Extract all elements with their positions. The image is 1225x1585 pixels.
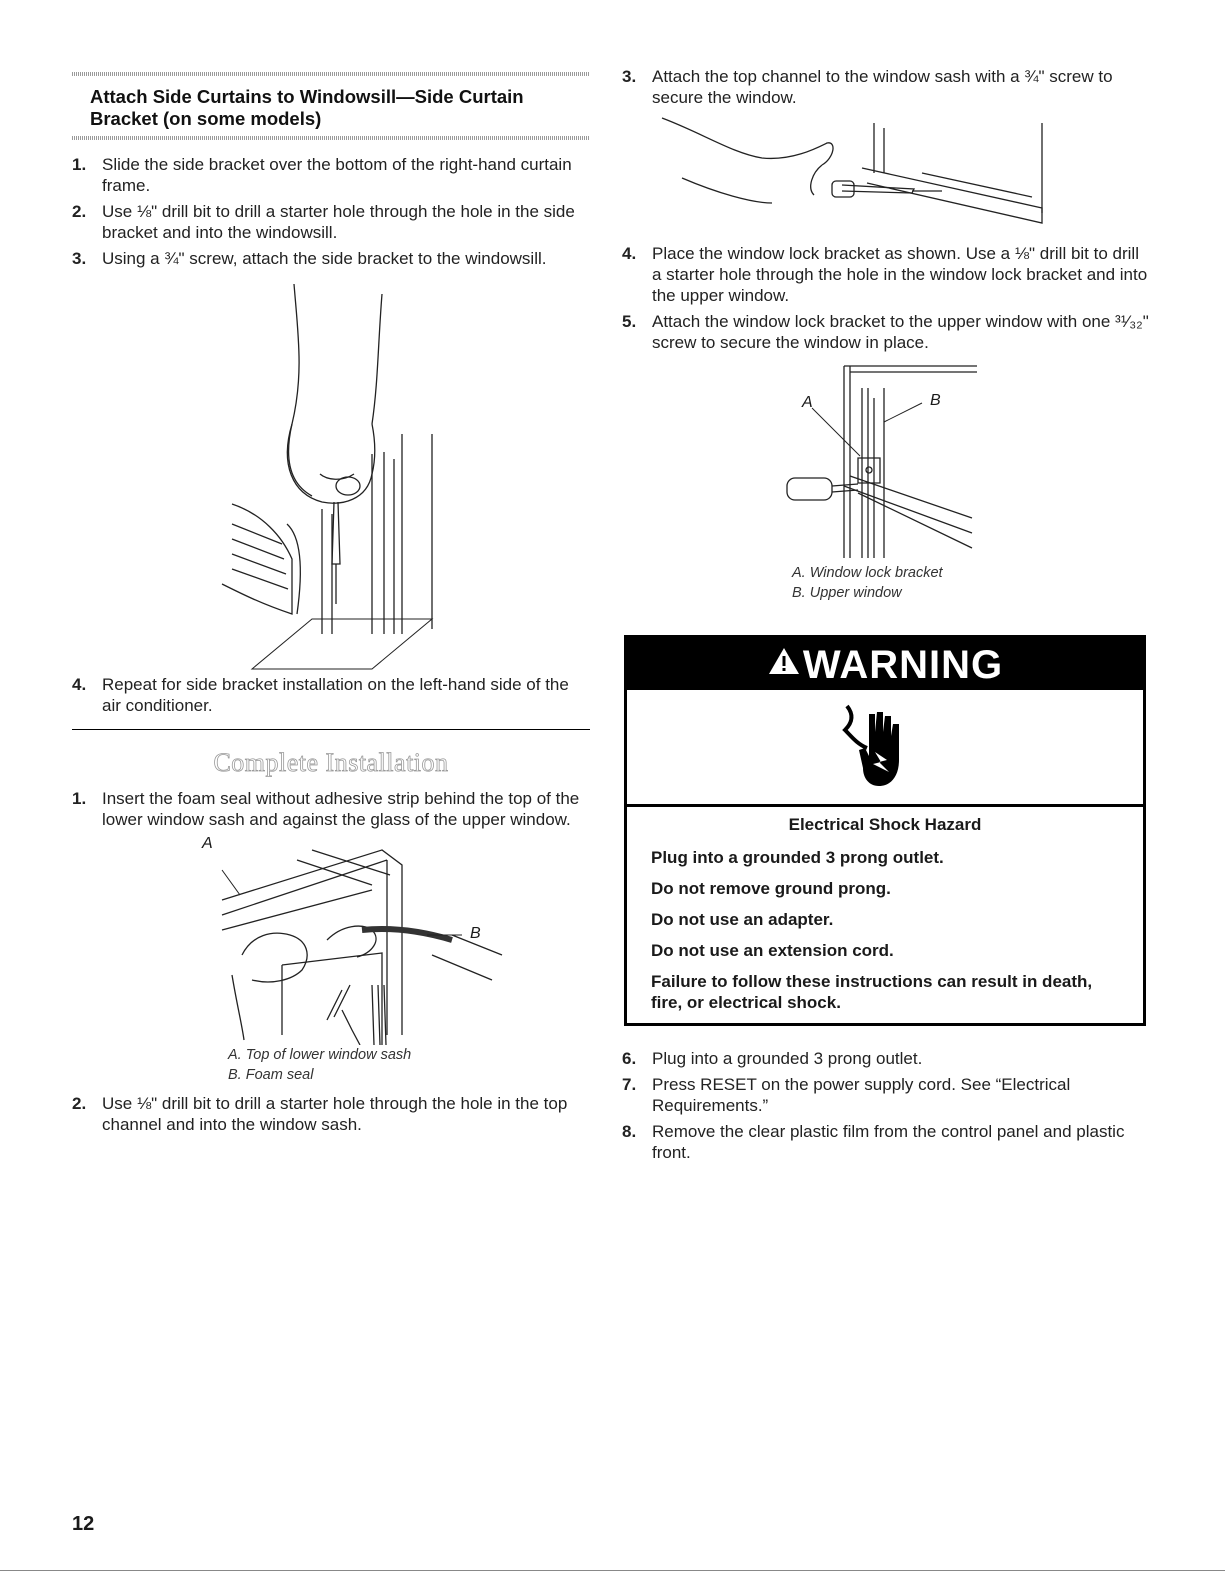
- list-item: 1. Slide the side bracket over the bottom of the right-hand curtain frame.: [72, 155, 572, 195]
- fig-label-b: B: [930, 392, 941, 409]
- warning-line: Do not use an adapter.: [651, 910, 834, 929]
- electrical-shock-hand-icon: [839, 702, 919, 797]
- section-title: Attach Side Curtains to Windowsill—Side Curtain Bracket (on some models): [90, 86, 524, 129]
- window-lock-illustration: [622, 358, 1152, 563]
- warning-title: Electrical Shock Hazard: [788, 815, 982, 834]
- right-column: [622, 0, 1152, 603]
- warning-line: Failure to follow these instructions can result in death, fire, or electrical shock.: [651, 972, 1093, 1012]
- final-steps: [622, 1048, 1152, 1168]
- list-item: 3. Attach the top channel to the window sash with a ¾" screw to secure the window.: [622, 67, 1113, 107]
- page-bottom-rule: [0, 1570, 1225, 1571]
- fig-label-a: A: [802, 394, 813, 411]
- warning-header: WARNING: [627, 638, 1143, 690]
- fig-label-b: B: [470, 925, 481, 942]
- side-bracket-illustration: [72, 274, 590, 674]
- figure-caption: A. Top of lower window sash B. Foam seal: [228, 1047, 412, 1083]
- list-item: 6. Plug into a grounded 3 prong outlet.: [622, 1049, 923, 1068]
- foam-seal-illustration: [72, 835, 590, 1045]
- side-bracket-steps: [72, 154, 590, 269]
- divider: [72, 729, 590, 730]
- list-item: 4. Place the window lock bracket as shown. Use a ⅛" drill bit to drill a starter hole through the hole in the window lock bracket and into the upper window.: [622, 244, 1148, 305]
- warning-line: Do not remove ground prong.: [651, 879, 891, 898]
- list-item: 3. Using a ¾" screw, attach the side bracket to the windowsill.: [72, 249, 547, 268]
- top-channel-illustration: [622, 113, 1152, 243]
- list-item: 1. Insert the foam seal without adhesive strip behind the top of the lower window sash and against the glass of the upper window.: [72, 789, 580, 829]
- list-item: 5. Attach the window lock bracket to the upper window with one ³¹⁄₃₂" screw to secure the window in place.: [622, 312, 1149, 352]
- list-item: 2. Use ⅛" drill bit to drill a starter hole through the hole in the top channel and into the window sash.: [72, 1094, 568, 1134]
- list-item: 8. Remove the clear plastic film from the control panel and plastic front.: [622, 1122, 1125, 1162]
- list-item: 7. Press RESET on the power supply cord. See “Electrical Requirements.”: [622, 1075, 1071, 1115]
- warning-box: [624, 635, 1146, 1026]
- list-item: 2. Use ⅛" drill bit to drill a starter hole through the hole in the side bracket and into the windowsill.: [72, 202, 575, 242]
- fig-label-a: A: [202, 835, 213, 852]
- figure-caption: A. Window lock bracket B. Upper window: [792, 565, 943, 601]
- page-number: 12: [72, 1513, 95, 1535]
- complete-installation-heading: Complete Installation: [213, 748, 449, 777]
- warning-triangle-icon: [767, 636, 801, 690]
- list-item: 4. Repeat for side bracket installation on the left-hand side of the air conditioner.: [72, 675, 569, 715]
- left-column: [72, 0, 590, 1140]
- warning-line: Do not use an extension cord.: [651, 941, 894, 960]
- warning-line: Plug into a grounded 3 prong outlet.: [651, 848, 944, 867]
